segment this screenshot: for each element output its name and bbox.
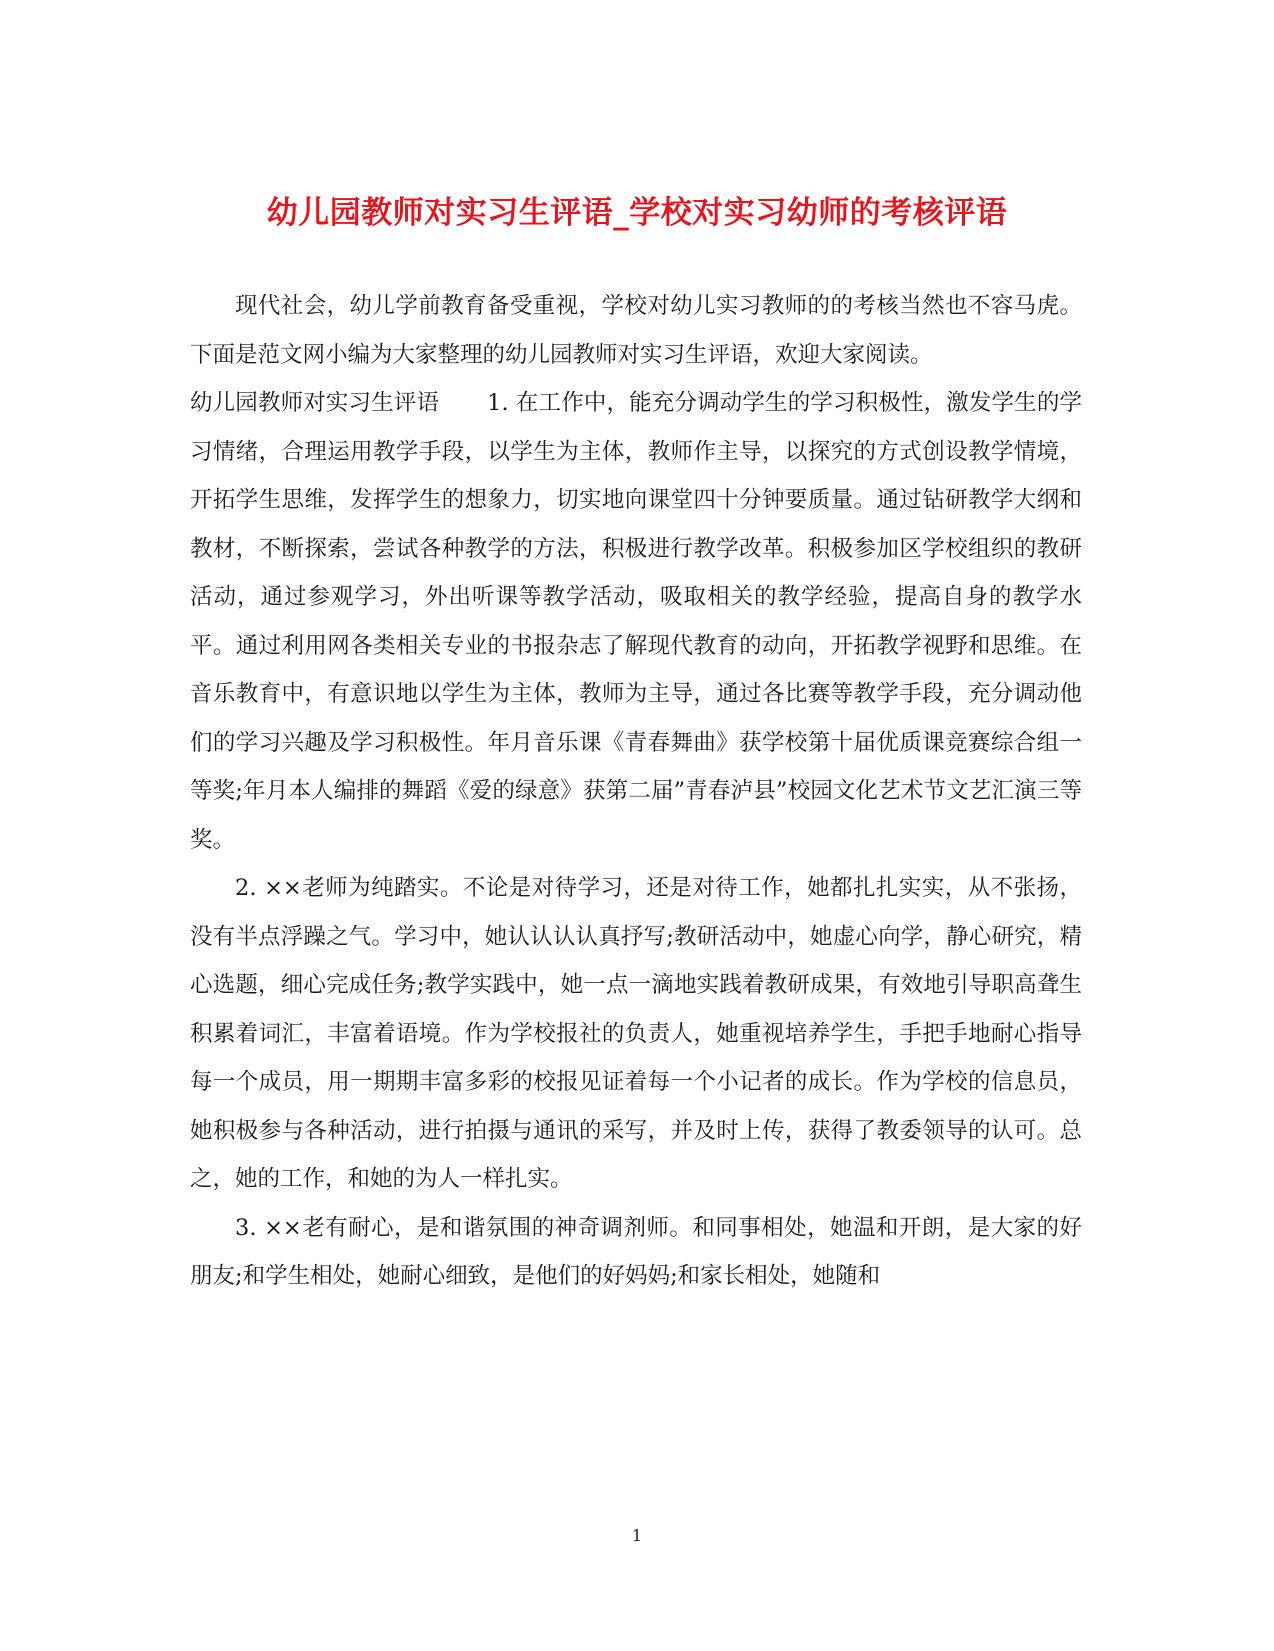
item-3-paragraph: 3. ××老有耐心，是和谐氛围的神奇调剂师。和同事相处，她温和开朗，是大家的好朋友;和学生相处，她耐心细致，是他们的好妈妈;和家长相处，她随和 — [190, 1214, 1082, 1289]
section-paragraph — [190, 379, 1082, 864]
item-1-text: 1. 在工作中，能充分调动学生的学习积极性，激发学生的学习情绪，合理运用教学手段，以学生为主体，教师作主导，以探究的方式创设教学情境，开拓学生思维，发挥学生的想象力，切实地向课堂四十分钟要质量。通过钻研教学大纲和教材，不断探索，尝试各种教学的方法，积极进行教学改革。积极参加区学校组织的教研活动，通过参观学习，外出听课等教学活动，吸取相关的教学经验，提高自身的教学水平。通过利用网各类相关专业的书报杂志了解现代教育的动向，开拓教学视野和思维。在音乐教育中，有意识地以学生为主体，教师为主导，通过各比赛等教学手段，充分调动他们的学习兴趣及学习积极性。年月音乐课《青春舞曲》获学校第十届优质课竞赛综合组一等奖;年月本人编排的舞蹈《爱的绿意》获第二届”青春泸县”校园文化艺术节文艺汇演三等奖。 — [190, 390, 1082, 853]
section-heading: 幼儿园教师对实习生评语 — [190, 390, 440, 416]
item-2-paragraph: 2. ××老师为纯踏实。不论是对待学习，还是对待工作，她都扎扎实实，从不张扬，没有半点浮躁之气。学习中，她认认认认真抒写;教研活动中，她虚心向学，静心研究，精心选题，细心完成任务;教学实践中，她一点一滴地实践着教研成果，有效地引导职高聋生积累着词汇，丰富着语境。作为学校报社的负责人，她重视培养学生，手把手地耐心指导每一个成员，用一期期丰富多彩的校报见证着每一个小记者的成长。作为学校的信息员，她积极参与各种活动，进行拍摄与通讯的采写，并及时上传，获得了教委领导的认可。总之，她的工作，和她的为人一样扎实。 — [190, 875, 1082, 1192]
document-body — [190, 282, 1082, 1301]
document-title: 幼儿园教师对实习生评语_学校对实习幼师的考核评语 — [266, 194, 1008, 231]
page-number: 1 — [631, 1526, 643, 1545]
intro-paragraph: 现代社会，幼儿学前教育备受重视，学校对幼儿实习教师的的考核当然也不容马虎。下面是范文网小编为大家整理的幼儿园教师对实习生评语，欢迎大家阅读。 — [190, 293, 1082, 368]
